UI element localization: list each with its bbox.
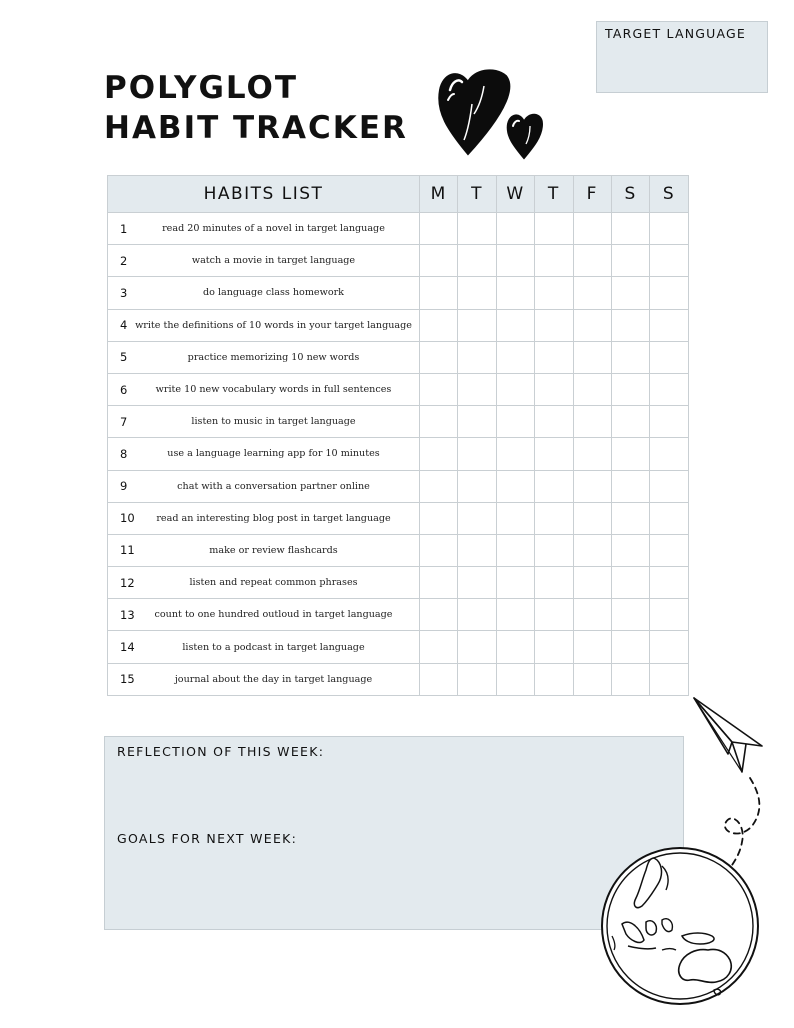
checkbox-cell-mon[interactable] <box>420 534 458 566</box>
checkbox-cell-fri[interactable] <box>573 599 611 631</box>
checkbox-cell-fri[interactable] <box>573 341 611 373</box>
checkbox-cell-wed[interactable] <box>496 567 534 599</box>
habit-cell <box>108 341 420 373</box>
habit-text: listen to a podcast in target language <box>182 641 365 653</box>
checkbox-cell-sat[interactable] <box>611 534 649 566</box>
checkbox-cell-mon[interactable] <box>420 470 458 502</box>
checkbox-cell-mon[interactable] <box>420 213 458 245</box>
checkbox-cell-sun[interactable] <box>650 406 688 438</box>
checkbox-cell-mon[interactable] <box>420 599 458 631</box>
checkbox-cell-thu[interactable] <box>535 599 573 631</box>
checkbox-cell-mon[interactable] <box>420 309 458 341</box>
habit-number: 10 <box>120 511 135 526</box>
habit-number: 12 <box>120 575 135 590</box>
habit-text: count to one hundred outloud in target language <box>154 609 393 621</box>
checkbox-cell-tue[interactable] <box>458 245 496 277</box>
checkbox-cell-sun[interactable] <box>650 470 688 502</box>
checkbox-cell-sat[interactable] <box>611 631 649 663</box>
habit-text: listen to music in target language <box>191 416 356 428</box>
habit-cell <box>108 663 420 695</box>
checkbox-cell-sun[interactable] <box>650 245 688 277</box>
habit-number: 5 <box>120 350 128 365</box>
habit-text: make or review flashcards <box>209 544 338 556</box>
checkbox-cell-sun[interactable] <box>650 502 688 534</box>
habit-cell <box>108 631 420 663</box>
habit-cell <box>108 213 420 245</box>
checkbox-cell-mon[interactable] <box>420 373 458 405</box>
paper-plane-icon <box>688 692 768 782</box>
habit-text: practice memorizing 10 new words <box>187 351 360 363</box>
checkbox-cell-sun[interactable] <box>650 373 688 405</box>
checkbox-cell-sat[interactable] <box>611 567 649 599</box>
habit-number: 3 <box>120 285 128 300</box>
checkbox-cell-sun[interactable] <box>650 277 688 309</box>
checkbox-cell-mon[interactable] <box>420 341 458 373</box>
checkbox-cell-fri[interactable] <box>573 534 611 566</box>
habit-text: read 20 minutes of a novel in target language <box>162 223 385 235</box>
table-row <box>108 213 689 245</box>
day-header-wed: W <box>496 176 534 213</box>
habit-cell <box>108 245 420 277</box>
checkbox-cell-wed[interactable] <box>496 470 534 502</box>
checkbox-cell-fri[interactable] <box>573 277 611 309</box>
goals-label: GOALS FOR NEXT WEEK: <box>117 831 298 846</box>
table-row <box>108 599 689 631</box>
checkbox-cell-wed[interactable] <box>496 309 534 341</box>
habit-text: write 10 new vocabulary words in full sentences <box>155 384 392 396</box>
day-header-mon: M <box>420 176 458 213</box>
habit-number: 7 <box>120 414 128 429</box>
checkbox-cell-tue[interactable] <box>458 341 496 373</box>
checkbox-cell-tue[interactable] <box>458 631 496 663</box>
checkbox-cell-sun[interactable] <box>650 567 688 599</box>
table-row <box>108 406 689 438</box>
checkbox-cell-fri[interactable] <box>573 631 611 663</box>
checkbox-cell-wed[interactable] <box>496 631 534 663</box>
habit-number: 15 <box>120 672 135 687</box>
table-row <box>108 567 689 599</box>
checkbox-cell-sat[interactable] <box>611 470 649 502</box>
day-header-sun: S <box>650 176 688 213</box>
day-header-thu: T <box>535 176 573 213</box>
checkbox-cell-thu[interactable] <box>535 373 573 405</box>
checkbox-cell-sun[interactable] <box>650 309 688 341</box>
checkbox-cell-wed[interactable] <box>496 277 534 309</box>
globe-icon <box>592 836 768 1012</box>
checkbox-cell-wed[interactable] <box>496 213 534 245</box>
table-row <box>108 502 689 534</box>
habit-cell <box>108 438 420 470</box>
habit-text: watch a movie in target language <box>191 255 356 267</box>
table-row <box>108 245 689 277</box>
table-row <box>108 438 689 470</box>
title-line-2: HABIT TRACKER <box>104 110 408 146</box>
checkbox-cell-thu[interactable] <box>535 502 573 534</box>
habit-cell <box>108 599 420 631</box>
checkbox-cell-fri[interactable] <box>573 213 611 245</box>
checkbox-cell-fri[interactable] <box>573 373 611 405</box>
checkbox-cell-sun[interactable] <box>650 438 688 470</box>
habit-text: use a language learning app for 10 minutes <box>167 448 380 460</box>
checkbox-cell-sun[interactable] <box>650 534 688 566</box>
habit-number: 13 <box>120 607 135 622</box>
habit-number: 11 <box>120 543 135 558</box>
checkbox-cell-sun[interactable] <box>650 599 688 631</box>
habit-cell <box>108 470 420 502</box>
checkbox-cell-mon[interactable] <box>420 567 458 599</box>
checkbox-cell-thu[interactable] <box>535 213 573 245</box>
checkbox-cell-mon[interactable] <box>420 245 458 277</box>
habit-number: 9 <box>120 479 128 494</box>
checkbox-cell-thu[interactable] <box>535 438 573 470</box>
table-row <box>108 373 689 405</box>
habit-cell <box>108 567 420 599</box>
checkbox-cell-thu[interactable] <box>535 406 573 438</box>
habit-cell <box>108 502 420 534</box>
checkbox-cell-mon[interactable] <box>420 502 458 534</box>
checkbox-cell-wed[interactable] <box>496 245 534 277</box>
checkbox-cell-sat[interactable] <box>611 663 649 695</box>
checkbox-cell-mon[interactable] <box>420 438 458 470</box>
checkbox-cell-thu[interactable] <box>535 309 573 341</box>
checkbox-cell-tue[interactable] <box>458 406 496 438</box>
checkbox-cell-tue[interactable] <box>458 502 496 534</box>
checkbox-cell-thu[interactable] <box>535 470 573 502</box>
table-row <box>108 277 689 309</box>
table-row <box>108 341 689 373</box>
checkbox-cell-thu[interactable] <box>535 631 573 663</box>
checkbox-cell-wed[interactable] <box>496 406 534 438</box>
checkbox-cell-thu[interactable] <box>535 277 573 309</box>
habit-text: read an interesting blog post in target language <box>156 512 391 524</box>
checkbox-cell-fri[interactable] <box>573 309 611 341</box>
checkbox-cell-sat[interactable] <box>611 373 649 405</box>
checkbox-cell-sat[interactable] <box>611 277 649 309</box>
checkbox-cell-fri[interactable] <box>573 406 611 438</box>
habit-number: 14 <box>120 640 135 655</box>
habits-list-header: HABITS LIST <box>108 176 420 213</box>
habit-text: do language class homework <box>202 287 345 299</box>
checkbox-cell-tue[interactable] <box>458 309 496 341</box>
checkbox-cell-sat[interactable] <box>611 341 649 373</box>
checkbox-cell-sun[interactable] <box>650 213 688 245</box>
habit-cell <box>108 309 420 341</box>
table-row <box>108 309 689 341</box>
checkbox-cell-tue[interactable] <box>458 534 496 566</box>
table-row <box>108 534 689 566</box>
table-header-row <box>108 176 689 213</box>
checkbox-cell-tue[interactable] <box>458 470 496 502</box>
checkbox-cell-tue[interactable] <box>458 567 496 599</box>
checkbox-cell-tue[interactable] <box>458 663 496 695</box>
habit-number: 1 <box>120 221 128 236</box>
checkbox-cell-sun[interactable] <box>650 631 688 663</box>
checkbox-cell-fri[interactable] <box>573 567 611 599</box>
checkbox-cell-thu[interactable] <box>535 663 573 695</box>
day-header-tue: T <box>458 176 496 213</box>
small-heart-icon <box>508 115 542 158</box>
habit-number: 4 <box>120 318 128 333</box>
checkbox-cell-thu[interactable] <box>535 567 573 599</box>
target-language-box[interactable] <box>596 21 768 93</box>
reflection-label: REFLECTION OF THIS WEEK: <box>117 744 325 759</box>
title-line-1: POLYGLOT <box>104 70 299 106</box>
checkbox-cell-wed[interactable] <box>496 438 534 470</box>
checkbox-cell-mon[interactable] <box>420 631 458 663</box>
checkbox-cell-mon[interactable] <box>420 663 458 695</box>
habit-cell <box>108 373 420 405</box>
habit-tracker-table <box>107 175 689 696</box>
checkbox-cell-fri[interactable] <box>573 502 611 534</box>
checkbox-cell-wed[interactable] <box>496 341 534 373</box>
habit-number: 8 <box>120 446 128 461</box>
day-header-fri: F <box>573 176 611 213</box>
habit-number: 6 <box>120 382 128 397</box>
table-row <box>108 470 689 502</box>
checkbox-cell-fri[interactable] <box>573 245 611 277</box>
checkbox-cell-fri[interactable] <box>573 663 611 695</box>
checkbox-cell-sat[interactable] <box>611 599 649 631</box>
habit-text: journal about the day in target language <box>174 673 373 685</box>
habit-text: chat with a conversation partner online <box>177 480 370 492</box>
target-language-label: TARGET LANGUAGE <box>605 26 746 41</box>
checkbox-cell-thu[interactable] <box>535 341 573 373</box>
day-header-sat: S <box>611 176 649 213</box>
checkbox-cell-thu[interactable] <box>535 534 573 566</box>
hearts-icon <box>434 64 550 164</box>
checkbox-cell-tue[interactable] <box>458 599 496 631</box>
habit-text: listen and repeat common phrases <box>189 577 358 589</box>
checkbox-cell-wed[interactable] <box>496 599 534 631</box>
table-row <box>108 631 689 663</box>
checkbox-cell-mon[interactable] <box>420 406 458 438</box>
habit-cell <box>108 406 420 438</box>
checkbox-cell-mon[interactable] <box>420 277 458 309</box>
habit-text: write the definitions of 10 words in your target language <box>135 319 412 331</box>
checkbox-cell-wed[interactable] <box>496 373 534 405</box>
checkbox-cell-sun[interactable] <box>650 341 688 373</box>
checkbox-cell-tue[interactable] <box>458 277 496 309</box>
checkbox-cell-fri[interactable] <box>573 470 611 502</box>
checkbox-cell-tue[interactable] <box>458 373 496 405</box>
checkbox-cell-sat[interactable] <box>611 309 649 341</box>
habit-cell <box>108 277 420 309</box>
checkbox-cell-tue[interactable] <box>458 213 496 245</box>
habit-number: 2 <box>120 253 128 268</box>
checkbox-cell-sat[interactable] <box>611 438 649 470</box>
page-title <box>104 68 408 148</box>
checkbox-cell-wed[interactable] <box>496 534 534 566</box>
checkbox-cell-wed[interactable] <box>496 502 534 534</box>
habit-cell <box>108 534 420 566</box>
checkbox-cell-tue[interactable] <box>458 438 496 470</box>
checkbox-cell-wed[interactable] <box>496 663 534 695</box>
checkbox-cell-sun[interactable] <box>650 663 688 695</box>
checkbox-cell-sat[interactable] <box>611 245 649 277</box>
checkbox-cell-sat[interactable] <box>611 406 649 438</box>
checkbox-cell-thu[interactable] <box>535 245 573 277</box>
checkbox-cell-fri[interactable] <box>573 438 611 470</box>
checkbox-cell-sat[interactable] <box>611 502 649 534</box>
table-row <box>108 663 689 695</box>
checkbox-cell-sat[interactable] <box>611 213 649 245</box>
